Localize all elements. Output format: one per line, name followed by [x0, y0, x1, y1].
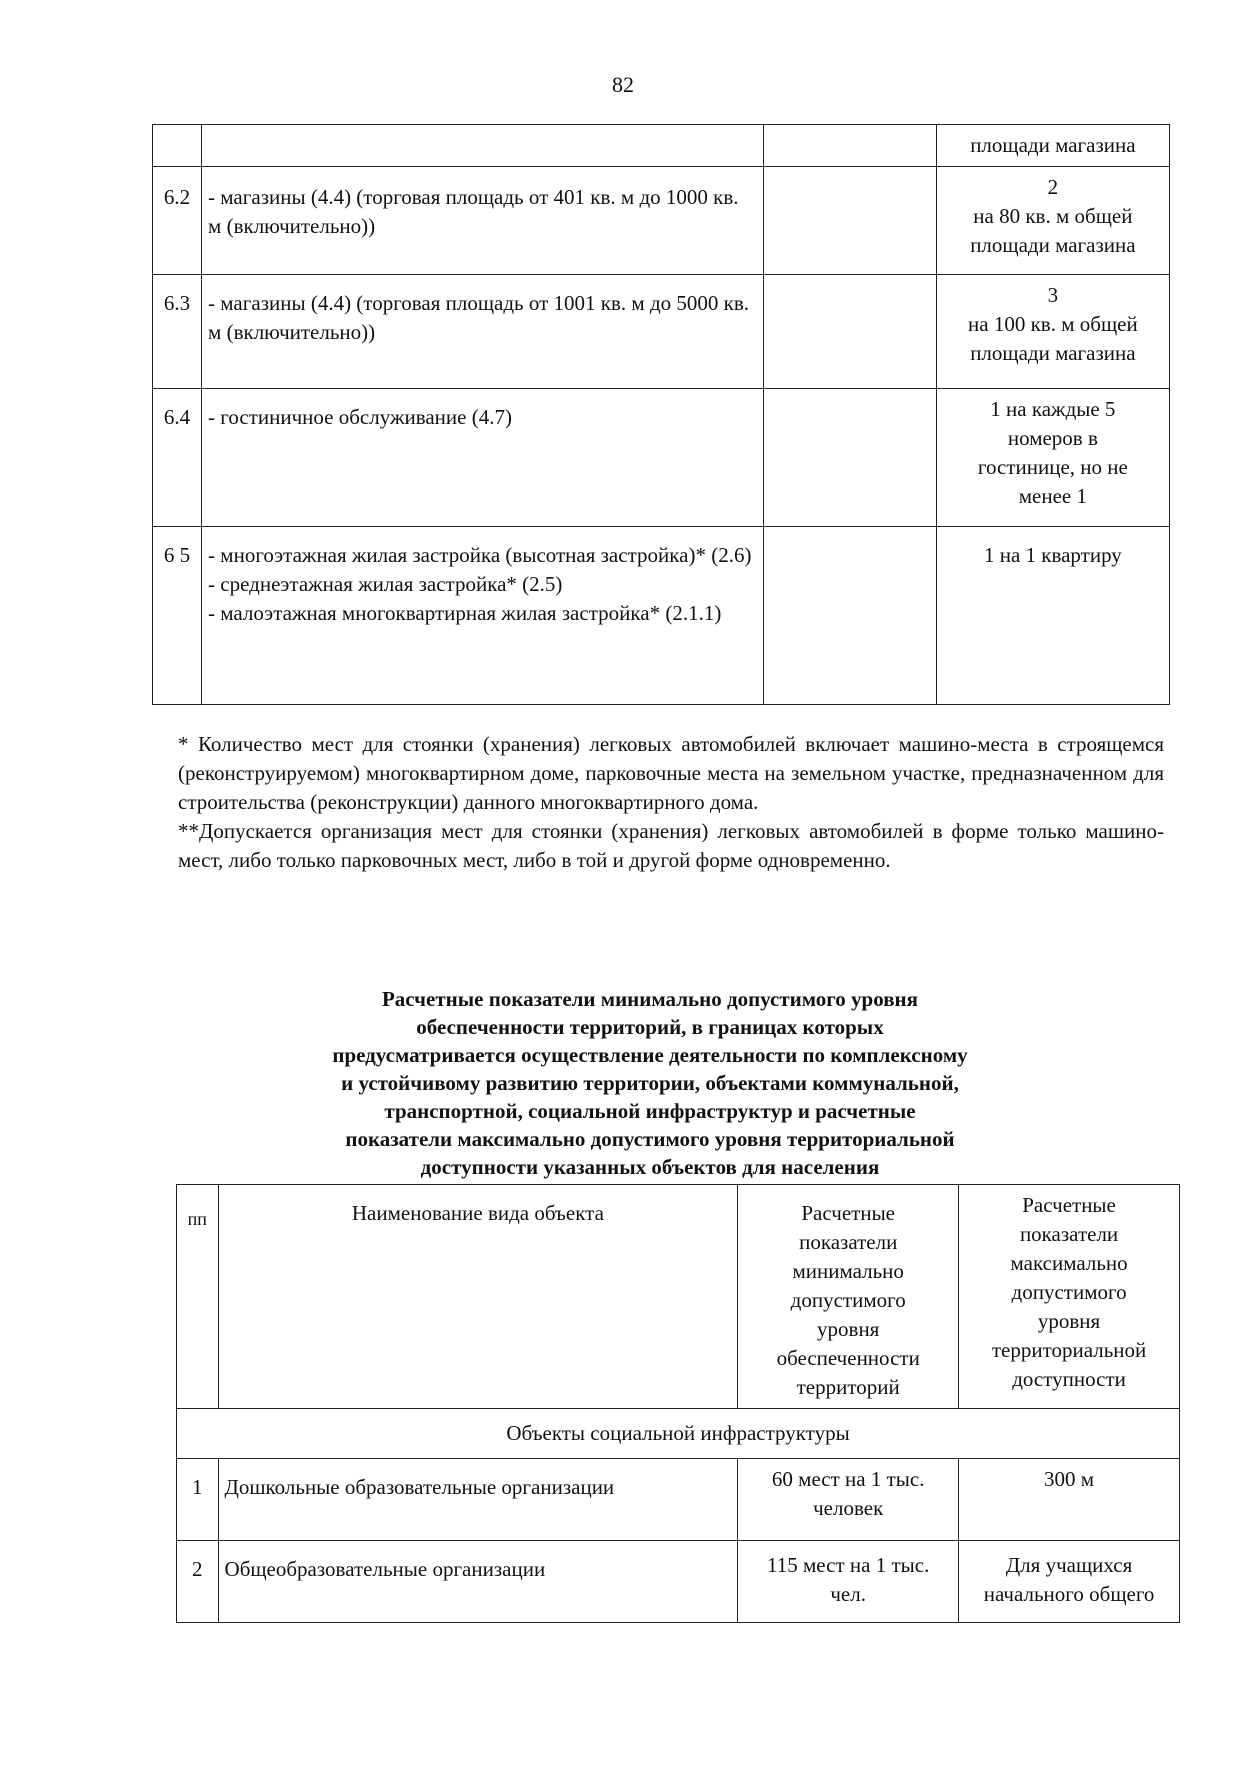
- header-number: пп: [177, 1185, 219, 1409]
- row-name: - магазины (4.4) (торговая площадь от 1001 кв. м до 5000 кв. м (включительно)): [202, 275, 764, 389]
- footnotes: [178, 730, 1164, 875]
- section-title: Объекты социальной инфраструктуры: [177, 1409, 1180, 1459]
- table-row: [177, 1541, 1180, 1623]
- table-row: [153, 167, 1170, 275]
- parking-norms-table: [152, 124, 1170, 705]
- row-name: Дошкольные образовательные организации: [218, 1459, 738, 1541]
- row-col3: [763, 527, 936, 705]
- page-number: 82: [612, 72, 634, 97]
- row-value: 1 на каждые 5 номеров в гостинице, но не менее 1: [936, 389, 1169, 527]
- infrastructure-indicators-table: [176, 1184, 1180, 1623]
- row-col3: [763, 125, 936, 167]
- row-name: [202, 125, 764, 167]
- row-name: - магазины (4.4) (торговая площадь от 401 кв. м до 1000 кв. м (включительно)): [202, 167, 764, 275]
- header-name: Наименование вида объекта: [218, 1185, 738, 1409]
- row-number: 6.2: [153, 167, 202, 275]
- row-name: Общеобразовательные организации: [218, 1541, 738, 1623]
- row-number: 6.4: [153, 389, 202, 527]
- row-max: 300 м: [959, 1459, 1180, 1541]
- row-number: [153, 125, 202, 167]
- row-name: - многоэтажная жилая застройка (высотная застройка)* (2.6) - среднеэтажная жилая застройка* (2.5) - малоэтажная многоквартирная жилая застройка* (2.1.1): [202, 527, 764, 705]
- table-row: [153, 275, 1170, 389]
- header-min: Расчетные показатели минимально допустимого уровня обеспеченности территорий: [738, 1185, 959, 1409]
- row-value: 2 на 80 кв. м общей площади магазина: [936, 167, 1169, 275]
- row-col3: [763, 389, 936, 527]
- row-value: 3 на 100 кв. м общей площади магазина: [936, 275, 1169, 389]
- row-number: 6.3: [153, 275, 202, 389]
- table-row: [153, 527, 1170, 705]
- row-col3: [763, 167, 936, 275]
- row-number: 6 5: [153, 527, 202, 705]
- row-col3: [763, 275, 936, 389]
- table-row: [153, 389, 1170, 527]
- section-heading: Расчетные показатели минимально допустимого уровня обеспеченности территорий, в границах которых предусматривается осуществление деятельности по комплексному и устойчивому развитию территории, объектами коммунальной, транспортной, социальной инфраструктур и расчетные показатели максимально допустимого уровня территориальной доступности указанных объектов для населения: [332, 987, 968, 1179]
- row-value: 1 на 1 квартиру: [936, 527, 1169, 705]
- footnote-2: **Допускается организация мест для стоянки (хранения) легковых автомобилей в форме только машино-мест, либо только парковочных мест, либо в той и другой форме одновременно.: [178, 819, 1164, 872]
- footnote-1: * Количество мест для стоянки (хранения) легковых автомобилей включает машино-места в строящемся (реконструируемом) многоквартирном доме, парковочные места на земельном участке, предназначенном для строительства (реконструкции) данного многоквартирного дома.: [178, 732, 1164, 814]
- row-max: Для учащихся начального общего: [959, 1541, 1180, 1623]
- row-min: 60 мест на 1 тыс. человек: [738, 1459, 959, 1541]
- row-name: - гостиничное обслуживание (4.7): [202, 389, 764, 527]
- table-row: [177, 1459, 1180, 1541]
- row-value: площади магазина: [936, 125, 1169, 167]
- table-header-row: [177, 1185, 1180, 1409]
- table-row: [153, 125, 1170, 167]
- row-number: 2: [177, 1541, 219, 1623]
- section-row: [177, 1409, 1180, 1459]
- row-number: 1: [177, 1459, 219, 1541]
- row-min: 115 мест на 1 тыс. чел.: [738, 1541, 959, 1623]
- header-max: Расчетные показатели максимально допустимого уровня территориальной доступности: [959, 1185, 1180, 1409]
